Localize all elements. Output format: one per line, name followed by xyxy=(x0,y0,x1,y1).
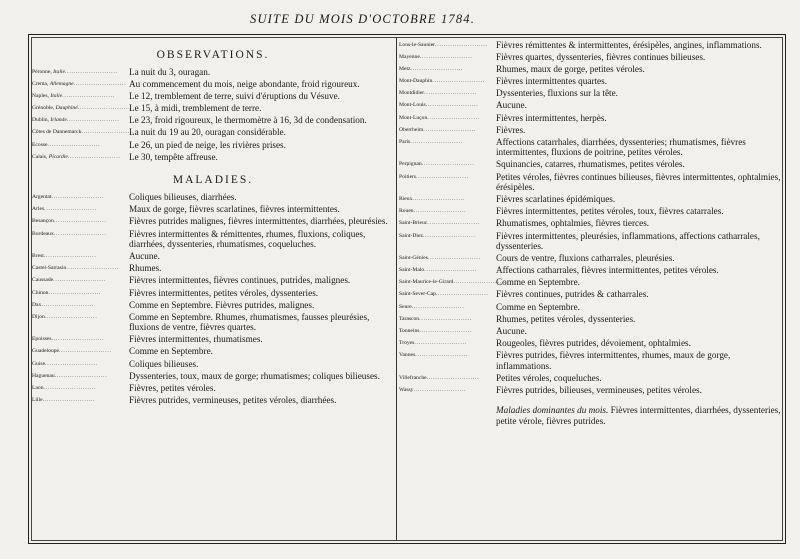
list-item xyxy=(399,265,783,276)
list-item xyxy=(399,253,783,264)
right-column xyxy=(399,40,783,427)
place-label: Saint-Brieuc xyxy=(399,220,428,227)
entry-text: Coliques bilieuses. xyxy=(129,358,199,369)
place-label: Mont-Dauphin xyxy=(399,78,433,85)
list-item xyxy=(32,288,394,299)
entry-text: La nuit du 19 au 20, ouragan considérable. xyxy=(129,127,286,138)
place-name: Saint-Maurice-le-Girard........................ xyxy=(399,279,507,286)
place-label: Crema xyxy=(32,81,47,88)
list-item xyxy=(32,216,394,227)
list-item xyxy=(32,359,394,370)
entry-text: Fièvres intermittentes, fièvres continues, putrides, malignes. xyxy=(129,275,351,286)
place-name: Saint-Diez........................ xyxy=(399,232,476,239)
summary-label: Maladies dominantes du mois. xyxy=(496,405,609,416)
place-name: Naples, Italie........................ xyxy=(32,93,115,100)
place-name: Mont-Dauphin........................ xyxy=(399,78,486,85)
place-label: Tarascon xyxy=(399,315,420,322)
place-label: Epoisses xyxy=(32,336,52,343)
place-label: Dublin xyxy=(32,117,48,124)
place-name: Saint-Sever-Cap........................ xyxy=(399,291,489,298)
list-item xyxy=(399,326,783,337)
place-name: Metz........................ xyxy=(399,66,464,73)
list-item xyxy=(399,289,783,300)
place-label: Mayenne xyxy=(399,54,420,61)
entry-text: Fièvres intermittentes quartes. xyxy=(496,76,607,87)
place-name: Caussade........................ xyxy=(32,277,106,284)
place-name: Vannes........................ xyxy=(399,351,468,358)
place-label: Mont-Luçon xyxy=(399,114,428,121)
place-name: Tarascon........................ xyxy=(399,315,472,322)
place-name: Côtes de Dannemarck........................ xyxy=(32,129,135,136)
entry-text: Affections catarrhales, diarrhées, dyssenteries; rhumatismes, fièvres intermittentes, fluxions de poitrine, petites véroles. xyxy=(496,136,746,158)
place-name: Guadeloupe........................ xyxy=(32,348,112,355)
page-header: SUITE DU MOIS D'OCTOBRE 1784. xyxy=(250,12,476,26)
entry-text: Fièvres rémittentes & intermittentes, érésipèles, angines, inflammations. xyxy=(496,40,762,50)
place-label: Mont-Louis xyxy=(399,102,426,109)
list-item xyxy=(32,127,394,138)
list-item xyxy=(32,67,394,78)
maladies-title: MALADIES. xyxy=(172,174,254,187)
list-item xyxy=(32,251,394,262)
entry-text: Rhumatismes, ophtalmies, fièvres tierces. xyxy=(496,218,650,229)
list-item xyxy=(32,346,394,357)
place-label: Metz xyxy=(399,66,411,73)
left-column xyxy=(32,40,394,407)
place-name: Arles........................ xyxy=(32,206,97,213)
region-label: Dauphiné xyxy=(55,105,78,112)
place-label: Besançon xyxy=(32,218,54,225)
list-item xyxy=(399,159,783,170)
place-name: Brest........................ xyxy=(32,253,97,260)
place-name: Calais, Picardie........................ xyxy=(32,153,121,160)
entry-text: Maux de gorge, fièvres scarlatines, fièvres intermittentes. xyxy=(129,204,340,215)
entry-text: Fièvres, petites véroles. xyxy=(129,382,216,393)
entry-text: Fièvres intermittentes, herpès. xyxy=(496,112,607,123)
entry-text: Le 30, tempête affreuse. xyxy=(129,151,218,162)
list-item xyxy=(32,300,394,311)
place-name: Lille........................ xyxy=(32,396,96,403)
place-label: Arles xyxy=(32,206,45,213)
place-name: Wassy........................ xyxy=(399,386,467,393)
list-item xyxy=(399,125,783,136)
place-label: Oberrheim xyxy=(399,126,424,133)
entry-text: Affections catharrales, fièvres intermittentes, petites véroles. xyxy=(496,265,719,276)
list-item xyxy=(399,385,783,396)
entry-text: Le 12, tremblement de terre, suivi d'éruptions du Vésuve. xyxy=(129,91,340,102)
place-name: Montdidier........................ xyxy=(399,90,477,97)
column-divider xyxy=(396,37,397,541)
entry-text: Comme en Septembre. xyxy=(129,346,213,357)
place-label: Paris xyxy=(399,138,411,145)
entry-text: Le 15, à midi, tremblement de terre. xyxy=(129,103,262,114)
region-label: Italie xyxy=(50,93,63,100)
list-item xyxy=(32,383,394,394)
place-name: Mont-Louis........................ xyxy=(399,102,479,109)
place-name: Paris........................ xyxy=(399,138,463,145)
place-label: Grénoble xyxy=(32,105,53,112)
place-label: Tonneins xyxy=(399,327,420,334)
place-name: Saint-Malo........................ xyxy=(399,267,477,274)
place-name: Mont-Luçon........................ xyxy=(399,114,481,121)
entry-text: Comme en Septembre. Rhumes, rhumatismes, fausses pleurésies, fluxions de ventre, fièvres quartes. xyxy=(129,311,370,333)
place-name: Rieux........................ xyxy=(399,196,466,203)
place-label: Bordeaux xyxy=(32,230,54,237)
place-label: Saint-Maurice-le-Girard xyxy=(399,279,454,286)
place-label: Saint-Diez xyxy=(399,232,423,239)
place-name: Epoisses........................ xyxy=(32,336,105,343)
entry-text: Rhumes, maux de gorge, petites véroles. xyxy=(496,64,645,75)
place-label: Dijon xyxy=(32,313,45,320)
summary-text: Fièvres intermittentes, diarrhées, dyssenteries, petite vérole, fièvres putrides. xyxy=(496,405,781,427)
place-name: Besançon........................ xyxy=(32,218,107,225)
place-name: Seure........................ xyxy=(399,303,465,310)
place-label: Castel-Sarrasin xyxy=(32,265,67,272)
entry-text: Fièvres putrides, bilieuses, vermineuses, petites véroles. xyxy=(496,384,702,395)
maladies-left-list xyxy=(32,192,394,405)
list-item xyxy=(399,206,783,217)
place-label: Saint-Génies xyxy=(399,255,428,262)
place-name: Rouen........................ xyxy=(399,208,467,215)
place-label: Saint-Sever-Cap xyxy=(399,291,436,298)
place-label: Guise xyxy=(32,360,46,367)
place-name: Crema, Allemagne........................ xyxy=(32,81,127,88)
place-label: Chinon xyxy=(32,289,49,296)
list-item xyxy=(399,314,783,325)
list-item xyxy=(32,275,394,286)
place-label: Seure xyxy=(399,303,412,310)
entry-text: Fièvres quartes, dyssenteries, fièvres continues bilieuses. xyxy=(496,52,706,63)
place-name: Dublin, Irlande........................ xyxy=(32,117,120,124)
place-name: Saint-Brieuc........................ xyxy=(399,220,481,227)
observations-list xyxy=(32,67,394,162)
place-name: Villefranche........................ xyxy=(399,374,480,381)
place-name: Troyes........................ xyxy=(399,339,468,346)
list-item xyxy=(399,40,783,51)
entry-text: Rhumes, petites véroles, dyssenteries. xyxy=(496,313,636,324)
place-name: Mayenne........................ xyxy=(399,54,473,61)
entry-text: Au commencement du mois, neige abondante, froid rigoureux. xyxy=(129,79,360,90)
place-label: Calais xyxy=(32,153,46,160)
list-item xyxy=(399,218,783,229)
place-label: Naples xyxy=(32,93,48,100)
entry-text: La nuit du 3, ouragan. xyxy=(129,67,211,77)
list-item xyxy=(399,194,783,205)
place-label: Vannes xyxy=(399,351,416,358)
entry-text: Aucune. xyxy=(129,251,160,262)
place-label: Montdidier xyxy=(399,90,425,97)
list-item xyxy=(399,64,783,75)
entry-text: Fièvres continues, putrides & catharrales. xyxy=(496,289,649,300)
entry-text: Fièvres putrides malignes, fièvres intermittentes, diarrhées, pleurésies. xyxy=(129,216,388,227)
list-item xyxy=(32,79,394,90)
entry-text: Squinancies, catarres, rhumatismes, petites véroles. xyxy=(496,159,685,170)
place-label: Perpignan xyxy=(399,161,422,168)
list-item xyxy=(399,373,783,384)
place-label: Lille xyxy=(32,396,43,403)
place-name: Péronne, Italie........................ xyxy=(32,69,118,75)
place-label: Côtes de Dannemarck xyxy=(32,129,82,136)
place-label: Villefranche xyxy=(399,374,427,381)
entry-text: Comme en Septembre. xyxy=(496,277,580,288)
list-item xyxy=(32,229,394,250)
place-name: Guise........................ xyxy=(32,360,98,367)
list-item xyxy=(32,152,394,163)
place-name: Haguenau........................ xyxy=(32,372,108,379)
place-label: Rouen xyxy=(399,208,414,215)
entry-text: Rhumes. xyxy=(129,263,162,274)
place-name: Laon........................ xyxy=(32,384,97,391)
place-label: Argentat xyxy=(32,194,52,201)
entry-text: Aucune. xyxy=(496,325,527,336)
list-item xyxy=(399,277,783,288)
place-name: Dijon........................ xyxy=(32,313,98,320)
entry-text: Le 26, un pied de neige, les rivières prises. xyxy=(129,139,286,150)
place-label: Guadeloupe xyxy=(32,348,60,355)
place-label: Troyes xyxy=(399,339,415,346)
entry-text: Fièvres putrides, fièvres intermittentes, rhumes, maux de gorge, inflammations. xyxy=(496,349,731,371)
entry-text: Dyssenteries, toux, maux de gorge; rhumatismes; coliques bilieuses. xyxy=(129,370,380,381)
maladies-right-list xyxy=(399,40,783,395)
list-item xyxy=(32,334,394,345)
list-item xyxy=(32,395,394,406)
list-item xyxy=(32,91,394,102)
place-name: Grénoble, Dauphiné........................ xyxy=(32,105,131,112)
entry-text: Fièvres intermittentes, pleurésies, inflammations, affections catharrales, dyssenteries. xyxy=(496,230,760,252)
entry-text: Fièvres putrides, vermineuses, petites véroles, diarrhées. xyxy=(129,394,337,405)
list-item xyxy=(399,137,783,158)
region-label: Picardie xyxy=(48,153,68,160)
monthly-summary xyxy=(399,405,783,427)
place-label: Ecosse xyxy=(32,141,48,148)
list-item xyxy=(399,302,783,313)
place-label: Caussade xyxy=(32,277,54,284)
entry-text: Coliques bilieuses, diarrhées. xyxy=(129,192,237,203)
place-name: Argentat........................ xyxy=(32,194,105,201)
place-name: Ecosse........................ xyxy=(32,141,101,148)
place-name: Oberrheim........................ xyxy=(399,126,476,133)
list-item xyxy=(32,192,394,203)
list-item xyxy=(399,113,783,124)
place-name: Saint-Génies........................ xyxy=(399,255,481,262)
entry-text: Aucune. xyxy=(496,100,527,111)
place-label: Dax xyxy=(32,301,42,308)
place-label: Haguenau xyxy=(32,372,55,379)
list-item xyxy=(399,88,783,99)
list-item xyxy=(32,115,394,126)
place-name: Perpignan........................ xyxy=(399,161,475,168)
place-name: Lons-le-Saunier........................ xyxy=(399,42,488,48)
list-item xyxy=(399,100,783,111)
list-item xyxy=(32,312,394,333)
region-label: Italie xyxy=(53,69,65,75)
place-label: Brest xyxy=(32,253,44,260)
entry-text: Fièvres scarlatines épidémiques. xyxy=(496,194,616,205)
entry-text: Le 23, froid rigoureux, le thermomètre à 16, 3d de condensation. xyxy=(129,115,367,126)
list-item xyxy=(399,231,783,252)
entry-text: Fièvres intermittentes, rhumatismes. xyxy=(129,334,263,345)
list-item xyxy=(399,172,783,193)
region-label: Allemagne xyxy=(49,81,74,88)
place-label: Wassy xyxy=(399,386,414,393)
place-label: Laon xyxy=(32,384,44,391)
place-name: Castel-Sarrasin........................ xyxy=(32,265,119,272)
entry-text: Comme en Septembre. Fièvres putrides, malignes. xyxy=(129,299,315,310)
entry-text: Comme en Septembre. xyxy=(496,301,580,312)
list-item xyxy=(32,263,394,274)
list-item xyxy=(399,52,783,63)
place-label: Poitiers xyxy=(399,173,417,180)
list-item xyxy=(399,338,783,349)
region-label: Irlande xyxy=(50,117,67,124)
list-item xyxy=(399,76,783,87)
place-name: Bordeaux........................ xyxy=(32,230,107,237)
observations-title: OBSERVATIONS. xyxy=(156,49,270,61)
entry-text: Fièvres. xyxy=(496,124,526,135)
place-name: Chinon........................ xyxy=(32,289,102,296)
place-name: Dax........................ xyxy=(32,301,95,308)
place-label: Péronne xyxy=(32,69,51,75)
place-label: Lons-le-Saunier xyxy=(399,42,436,48)
list-item xyxy=(32,371,394,382)
entry-text: Fièvres intermittentes & rémittentes, rhumes, fluxions, coliques, diarrhées, dyssenteries, rhumatismes, coqueluches. xyxy=(129,228,366,250)
entry-text: Cours de ventre, fluxions catharrales, pleurésies. xyxy=(496,253,675,264)
place-label: Saint-Malo xyxy=(399,267,425,274)
entry-text: Dyssenteries, fluxions sur la tête. xyxy=(496,88,618,99)
entry-text: Rougeoles, fièvres putrides, dévoiement, ophtalmies. xyxy=(496,337,691,348)
entry-text: Petites véroles, coqueluches. xyxy=(496,372,602,383)
list-item xyxy=(32,103,394,114)
place-name: Poitiers........................ xyxy=(399,173,469,180)
place-label: Rieux xyxy=(399,196,413,203)
place-name: Tonneins........................ xyxy=(399,327,473,334)
list-item xyxy=(32,140,394,151)
entry-text: Petites véroles, fièvres continues bilieuses, fièvres intermittentes, ophtalmies, érésipèles. xyxy=(496,171,781,193)
entry-text: Fièvres intermittentes, petites véroles, dyssenteries. xyxy=(129,287,319,298)
list-item xyxy=(32,204,394,215)
list-item xyxy=(399,350,783,371)
entry-text: Fièvres intermittentes, petites véroles, toux, fièvres catarrales. xyxy=(496,206,724,217)
